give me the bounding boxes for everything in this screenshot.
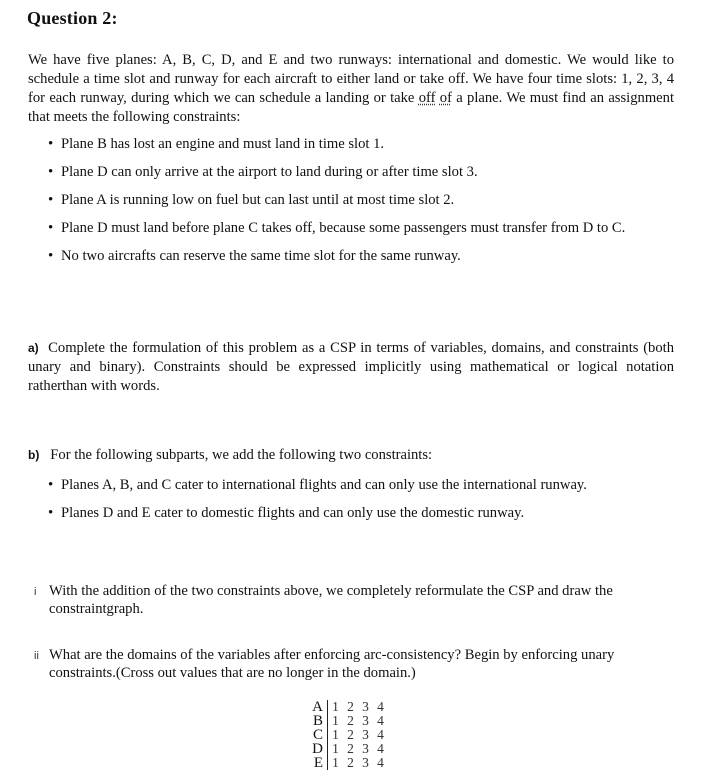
domain-value: 2	[347, 713, 354, 728]
intro-dotted-word-1: off	[418, 90, 436, 106]
domain-value: 2	[347, 727, 354, 742]
domain-value: 1	[332, 727, 339, 742]
extra-constraint-item: • Planes D and E cater to domestic flights and can only use the domestic runway.	[49, 504, 649, 522]
domain-value: 4	[377, 727, 384, 742]
subpart-ii	[34, 646, 674, 682]
subpart-ii-text: What are the domains of the variables after enforcing arc-consistency? Begin by enforcing unary constraints.(Cross out values that are no longer in the domain.)	[49, 647, 615, 681]
domain-value: 1	[332, 699, 339, 714]
domain-value: 1	[332, 755, 339, 770]
constraint-item: • Plane D can only arrive at the airport to land during or after time slot 3.	[49, 163, 674, 181]
part-a-label: a)	[28, 341, 39, 355]
domain-value: 1	[332, 713, 339, 728]
extra-constraint-list	[49, 476, 649, 522]
domain-value: 2	[347, 755, 354, 770]
domain-value: 3	[362, 755, 369, 770]
domain-value: 3	[362, 699, 369, 714]
domain-value: 3	[362, 713, 369, 728]
intro-text-1: We have five planes: A, B, C, D, and E and two runways: international and domestic. We would like to schedule a time slot and runway for each aircraft to either land or take off. We have four time slots: 1, 2, 3, 4 for each runway, during which we can schedule a landing or take	[28, 52, 674, 106]
domain-variable: B	[308, 714, 328, 728]
domain-table	[308, 700, 389, 770]
domain-variable: E	[308, 756, 328, 770]
domain-row	[308, 700, 388, 714]
intro-paragraph	[28, 51, 674, 127]
domain-row	[308, 756, 388, 770]
constraint-item: • Plane B has lost an engine and must land in time slot 1.	[49, 135, 674, 153]
domain-value: 1	[332, 741, 339, 756]
part-a-paragraph	[28, 339, 674, 396]
domain-value: 3	[362, 741, 369, 756]
part-b-paragraph	[28, 446, 674, 465]
domain-variable: D	[308, 742, 328, 756]
domain-row	[308, 742, 388, 756]
part-a-text: Complete the formulation of this problem as a CSP in terms of variables, domains, and constraints (both unary and binary). Constraints should be expressed implicitly using mathematical or logical notation ratherthan with words.	[28, 340, 674, 394]
constraint-item: • Plane A is running low on fuel but can last until at most time slot 2.	[49, 191, 674, 209]
domain-value: 4	[377, 741, 384, 756]
subpart-i	[34, 582, 674, 618]
domain-row	[308, 714, 388, 728]
domain-row	[308, 728, 388, 742]
intro-text-2: a plane. We must find an assignment that meets the following constraints:	[28, 90, 674, 125]
domain-value: 4	[377, 755, 384, 770]
domain-value: 2	[347, 741, 354, 756]
subpart-ii-label: ii	[34, 650, 39, 662]
domain-value: 3	[362, 727, 369, 742]
constraint-item: • No two aircrafts can reserve the same time slot for the same runway.	[49, 247, 674, 265]
part-b-label: b)	[28, 448, 40, 462]
domain-variable: A	[308, 700, 328, 714]
part-b-text: For the following subparts, we add the following two constraints:	[50, 447, 433, 463]
domain-value: 4	[377, 699, 384, 714]
domain-value: 2	[347, 699, 354, 714]
intro-dotted-word-2: of	[439, 90, 452, 106]
question-heading: Question 2:	[27, 8, 118, 28]
constraint-item: • Plane D must land before plane C takes off, because some passengers must transfer from D to C.	[49, 219, 674, 237]
domain-value: 4	[377, 713, 384, 728]
domain-variable: C	[308, 728, 328, 742]
constraint-list	[49, 135, 674, 265]
subpart-i-text: With the addition of the two constraints above, we completely reformulate the CSP and draw the constraintgraph.	[49, 583, 613, 617]
subpart-i-label: i	[34, 586, 37, 598]
extra-constraint-item: • Planes A, B, and C cater to international flights and can only use the international runway.	[49, 476, 649, 494]
